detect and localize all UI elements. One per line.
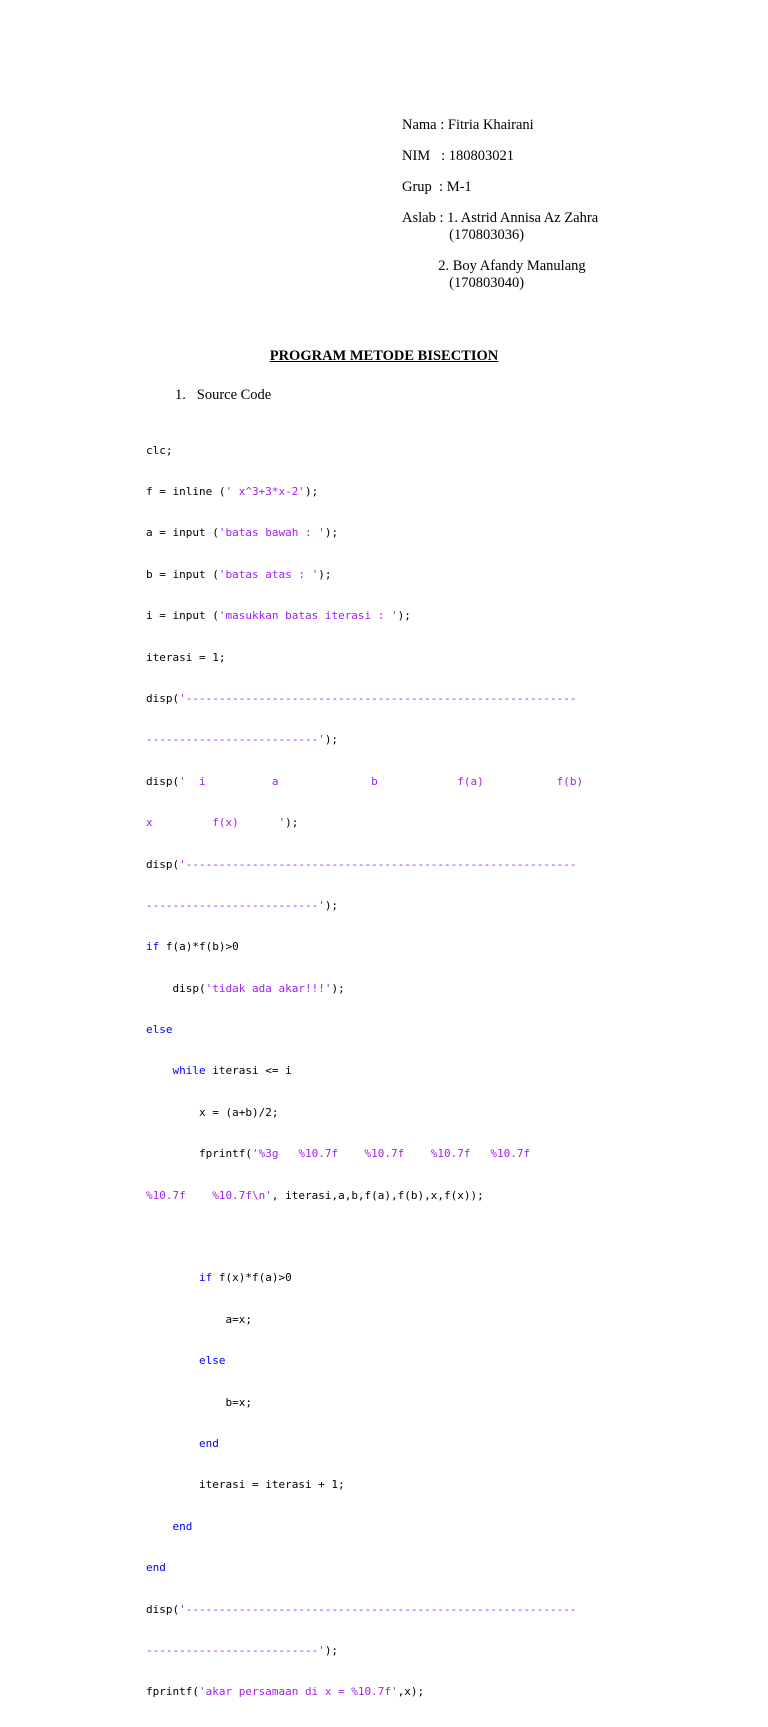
code-line [146,444,583,458]
code-text: ); [331,981,345,995]
section-heading: 1. Source Code [175,387,272,403]
code-string: x f(x) ' [146,816,286,830]
code-text: a = input ( [146,526,219,540]
code-string: 'masukkan batas iterasi : ' [218,609,398,623]
code-string: 'tidak ada akar!!!' [205,981,332,995]
code-text: iterasi = 1; [146,650,226,664]
code-line [146,858,583,872]
code-text: ); [324,526,339,540]
code-line [146,1023,583,1037]
code-keyword: if [146,940,160,954]
code-blank-line [146,1230,583,1244]
code-text: , iterasi,a,b,f(a),f(b),x,f(x)); [271,1188,484,1202]
code-text: ); [324,1643,339,1657]
code-line [146,1313,583,1327]
code-keyword: else [146,1354,226,1368]
assistant-1-id: (170803036) [402,227,525,243]
code-keyword: else [146,1023,173,1037]
student-info [402,117,598,292]
assistant-2-name: 2. Boy Afandy Manulang [402,258,586,274]
assistant-2-id: (170803040) [402,275,525,291]
code-line [146,1478,583,1492]
code-text: ,x); [397,1685,425,1699]
code-line [146,651,583,665]
code-text: ); [397,609,411,623]
code-string: 'akar persamaan di x = %10.7f' [198,1685,398,1699]
code-string: '----------------------------------------------------------- [179,1602,577,1616]
code-string: '----------------------------------------------------------- [179,857,577,871]
code-keyword: end [146,1436,219,1450]
code-line [146,1644,583,1658]
code-line [146,1271,583,1285]
code-line [146,1106,583,1120]
code-text: disp( [146,1602,180,1616]
code-string: --------------------------' [146,898,325,912]
page-title [0,348,768,365]
code-text: f(a)*f(b)>0 [159,940,239,954]
code-text: i = input ( [146,609,219,623]
code-text: fprintf( [146,1685,199,1699]
code-line [146,1603,583,1617]
code-text: x = (a+b)/2; [146,1105,279,1119]
code-string: 'batas atas : ' [218,567,319,581]
code-keyword: if [146,1271,213,1285]
code-string: --------------------------' [146,1643,325,1657]
code-text: disp( [146,774,180,788]
code-line [146,1520,583,1534]
code-line [146,692,583,706]
code-text: ); [318,567,332,581]
code-text: ); [324,898,339,912]
code-text: ); [304,484,319,498]
code-line [146,1396,583,1410]
code-text: ); [324,733,339,747]
code-line [146,733,583,747]
code-string: ' x^3+3*x-2' [225,484,305,498]
code-text: iterasi <= i [205,1064,292,1078]
code-text: disp( [146,857,180,871]
code-line [146,1064,583,1078]
code-text: clc; [146,443,173,457]
code-text: iterasi = iterasi + 1; [146,1478,345,1492]
assistant-1-name: Aslab : 1. Astrid Annisa Az Zahra [402,210,599,226]
code-text: ); [285,816,299,830]
code-string: --------------------------' [146,733,325,747]
source-code-block [146,416,583,1727]
code-line [146,1685,583,1699]
code-keyword: end [146,1561,166,1575]
code-string: '----------------------------------------------------------- [179,691,577,705]
code-line [146,1147,583,1161]
code-text: fprintf( [146,1147,252,1161]
code-line [146,775,583,789]
code-string: '%3g %10.7f %10.7f %10.7f %10.7f [251,1147,531,1161]
code-line [146,1189,583,1203]
code-line [146,940,583,954]
student-name: Nama : Fitria Khairani [402,117,534,133]
student-nim: NIM : 180803021 [402,148,514,164]
code-line [146,982,583,996]
code-text: a=x; [146,1312,252,1326]
code-line [146,1354,583,1368]
code-string: ' i a b f(a) f(b) [179,774,584,788]
code-line [146,609,583,623]
code-text: b = input ( [146,567,219,581]
code-line [146,526,583,540]
code-keyword: while [146,1064,206,1078]
code-string: %10.7f %10.7f\n' [146,1188,272,1202]
code-line [146,568,583,582]
code-text: f = inline ( [146,484,226,498]
title-text: PROGRAM METODE BISECTION [269,348,499,364]
code-text: b=x; [146,1395,252,1409]
code-line [146,485,583,499]
code-text: f(x)*f(a)>0 [212,1271,292,1285]
code-text: disp( [146,691,180,705]
code-line [146,899,583,913]
code-keyword: end [146,1519,193,1533]
code-line [146,816,583,830]
code-text: disp( [146,981,206,995]
student-group: Grup : M-1 [402,179,472,195]
code-line [146,1561,583,1575]
code-string: 'batas bawah : ' [218,526,325,540]
code-line [146,1437,583,1451]
